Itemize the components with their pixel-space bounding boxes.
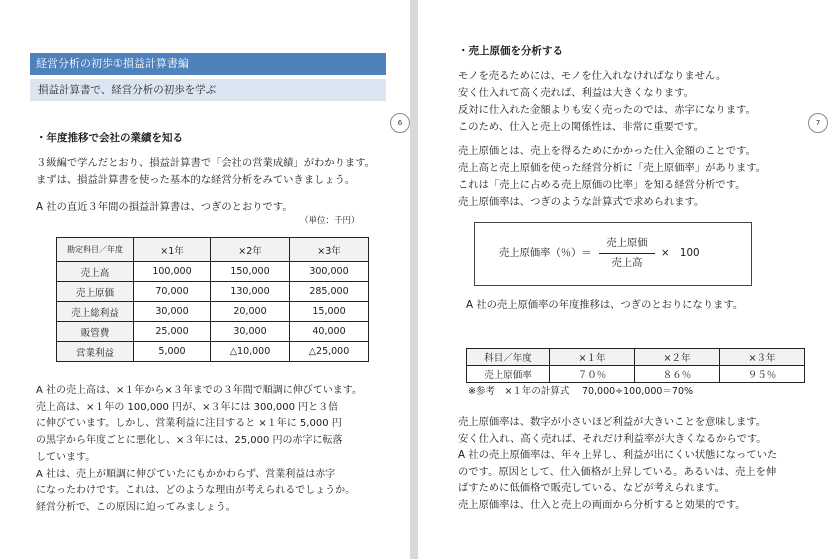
formula-numerator: 売上原価 — [606, 237, 648, 249]
text-line: ばすために低価格で販売している、などが考えられます。 — [458, 482, 725, 494]
table-cell: 285,000 — [290, 282, 369, 302]
text-line: これは「売上に占める売上原価の比率」を知る経営分析です。 — [458, 179, 746, 191]
table-cell: 300,000 — [290, 262, 369, 282]
section-heading: ・売上原価を分析する — [458, 45, 563, 57]
table-cell: 15,000 — [290, 302, 369, 322]
text-line: 売上高と売上原価を使った経営分析に「売上原価率」があります。 — [458, 162, 767, 174]
text-line: このため、仕入と売上の関係性は、非常に重要です。 — [458, 121, 704, 133]
table-cell: 130,000 — [211, 282, 290, 302]
table-cell: 売上高 — [57, 262, 134, 282]
paragraph-3 — [458, 414, 777, 513]
table-cell: ８６％ — [635, 366, 720, 383]
table-header: ×１年 — [550, 349, 635, 366]
formula-multiplier: × 100 — [661, 247, 700, 259]
intro-paragraph — [36, 155, 375, 189]
text-line: A 社の売上高は、×１年から×３年までの３年間で順調に伸びています。 — [36, 385, 362, 396]
text-line: しています。 — [36, 451, 96, 463]
text-line: 売上原価とは、売上を得るためにかかった仕入金額のことです。 — [458, 145, 756, 157]
text-line: の黒字から年度ごとに悪化し、×３年には、25,000 円の赤字に転落 — [36, 435, 343, 447]
table-row — [57, 322, 369, 342]
table-cell: 20,000 — [211, 302, 290, 322]
table-cell: 30,000 — [211, 322, 290, 342]
section-heading: ・年度推移で会社の業績を知る — [36, 132, 183, 144]
text-line: 売上原価率は、数字が小さいほど利益が大きいことを意味します。 — [458, 416, 767, 428]
text-line: に伸びています。しかし、営業利益に注目すると ×１年に 5,000 円 — [36, 418, 342, 430]
income-statement-table — [56, 237, 369, 362]
table-row — [467, 366, 805, 383]
right-page — [418, 0, 840, 559]
formula-box — [474, 222, 752, 286]
text-line: 売上原価率は、仕入と売上の両面から分析すると効果的です。 — [458, 498, 746, 511]
table-header: ×2年 — [211, 238, 290, 262]
table-cell: 売上総利益 — [57, 302, 134, 322]
text-line: モノを売るためには、モノを仕入れなければなりません。 — [458, 70, 727, 82]
table-cell: 70,000 — [134, 282, 211, 302]
table-header: 勘定科目／年度 — [57, 238, 134, 262]
table-cell: 販管費 — [57, 322, 134, 342]
text-line: A 社は、売上が順調に伸びていたにもかかわらず、営業利益は赤字 — [36, 468, 336, 480]
table-cell: 100,000 — [134, 262, 211, 282]
text-line: A 社の売上原価率は、年々上昇し、利益が出にくい状態になっていた — [458, 449, 778, 461]
table-cell: ９５％ — [720, 366, 805, 383]
table-cell: 5,000 — [134, 342, 211, 362]
formula-denominator: 売上高 — [611, 257, 643, 269]
table-cell: △10,000 — [211, 342, 290, 362]
table-intro: A 社の直近３年間の損益計算書は、つぎのとおりです。 — [36, 201, 293, 213]
text-line: 経営分析で、この原因に迫ってみましょう。 — [36, 501, 236, 513]
unit-note: （単位：千円） — [300, 216, 360, 226]
text-line: 売上原価率は、つぎのような計算式で求められます。 — [458, 196, 705, 208]
table-cell: 売上原価率 — [467, 366, 550, 383]
text-line: まずは、損益計算書を使った基本的な経営分析をみていきましょう。 — [36, 174, 356, 186]
text-line: のです。原因として、仕入価格が上昇している。あるいは、売上を伸 — [458, 465, 777, 478]
text-line: 反対に仕入れた金額よりも安く売ったのでは、赤字になります。 — [458, 104, 756, 116]
text-line: 安く仕入れて高く売れば、利益は大きくなります。 — [458, 87, 695, 99]
left-page — [0, 0, 410, 559]
table-cell: 営業利益 — [57, 342, 134, 362]
text-line: ３級編で学んだとおり、損益計算書で「会社の営業成績」がわかります。 — [36, 157, 375, 169]
text-line: 売上高は、×１年の 100,000 円が、×３年には 300,000 円と３倍 — [36, 401, 339, 413]
ratio-intro: A 社の売上原価率の年度推移は、つぎのとおりになります。 — [466, 299, 744, 311]
table-cell: △25,000 — [290, 342, 369, 362]
table-cell: 30,000 — [134, 302, 211, 322]
cost-ratio-table — [466, 348, 805, 383]
table-row — [57, 342, 369, 362]
page-number-badge: 7 — [808, 113, 828, 133]
table-cell: ７０％ — [550, 366, 635, 383]
table-cell: 25,000 — [134, 322, 211, 342]
paragraph-1 — [458, 68, 756, 136]
table-header: ×２年 — [635, 349, 720, 366]
table-header: 科目／年度 — [467, 349, 550, 366]
table-header: ×３年 — [720, 349, 805, 366]
table-cell: 40,000 — [290, 322, 369, 342]
page-number-badge: 6 — [390, 113, 410, 133]
text-line: になったわけです。これは、どのような理由が考えられるでしょうか。 — [36, 485, 356, 497]
table-row — [467, 349, 805, 366]
chapter-title: 経営分析の初歩①損益計算書編 — [30, 53, 386, 75]
table-header: ×3年 — [290, 238, 369, 262]
text-line: 安く仕入れ、高く売れば、それだけ利益率が大きくなるからです。 — [458, 432, 767, 445]
chapter-subtitle: 損益計算書で、経営分析の初歩を学ぶ — [30, 79, 386, 101]
fraction-bar — [599, 253, 655, 254]
table-row — [57, 282, 369, 302]
page-gutter — [410, 0, 418, 559]
table-cell: 150,000 — [211, 262, 290, 282]
table-header: ×1年 — [134, 238, 211, 262]
table-row — [57, 302, 369, 322]
table-row — [57, 262, 369, 282]
body-paragraph — [36, 383, 362, 517]
table-cell: 売上原価 — [57, 282, 134, 302]
formula-label: 売上原価率（％）＝ — [499, 247, 592, 259]
reference-note: ※参考 ×１年の計算式 70,000÷100,000＝70% — [468, 386, 694, 397]
paragraph-2 — [458, 143, 766, 211]
